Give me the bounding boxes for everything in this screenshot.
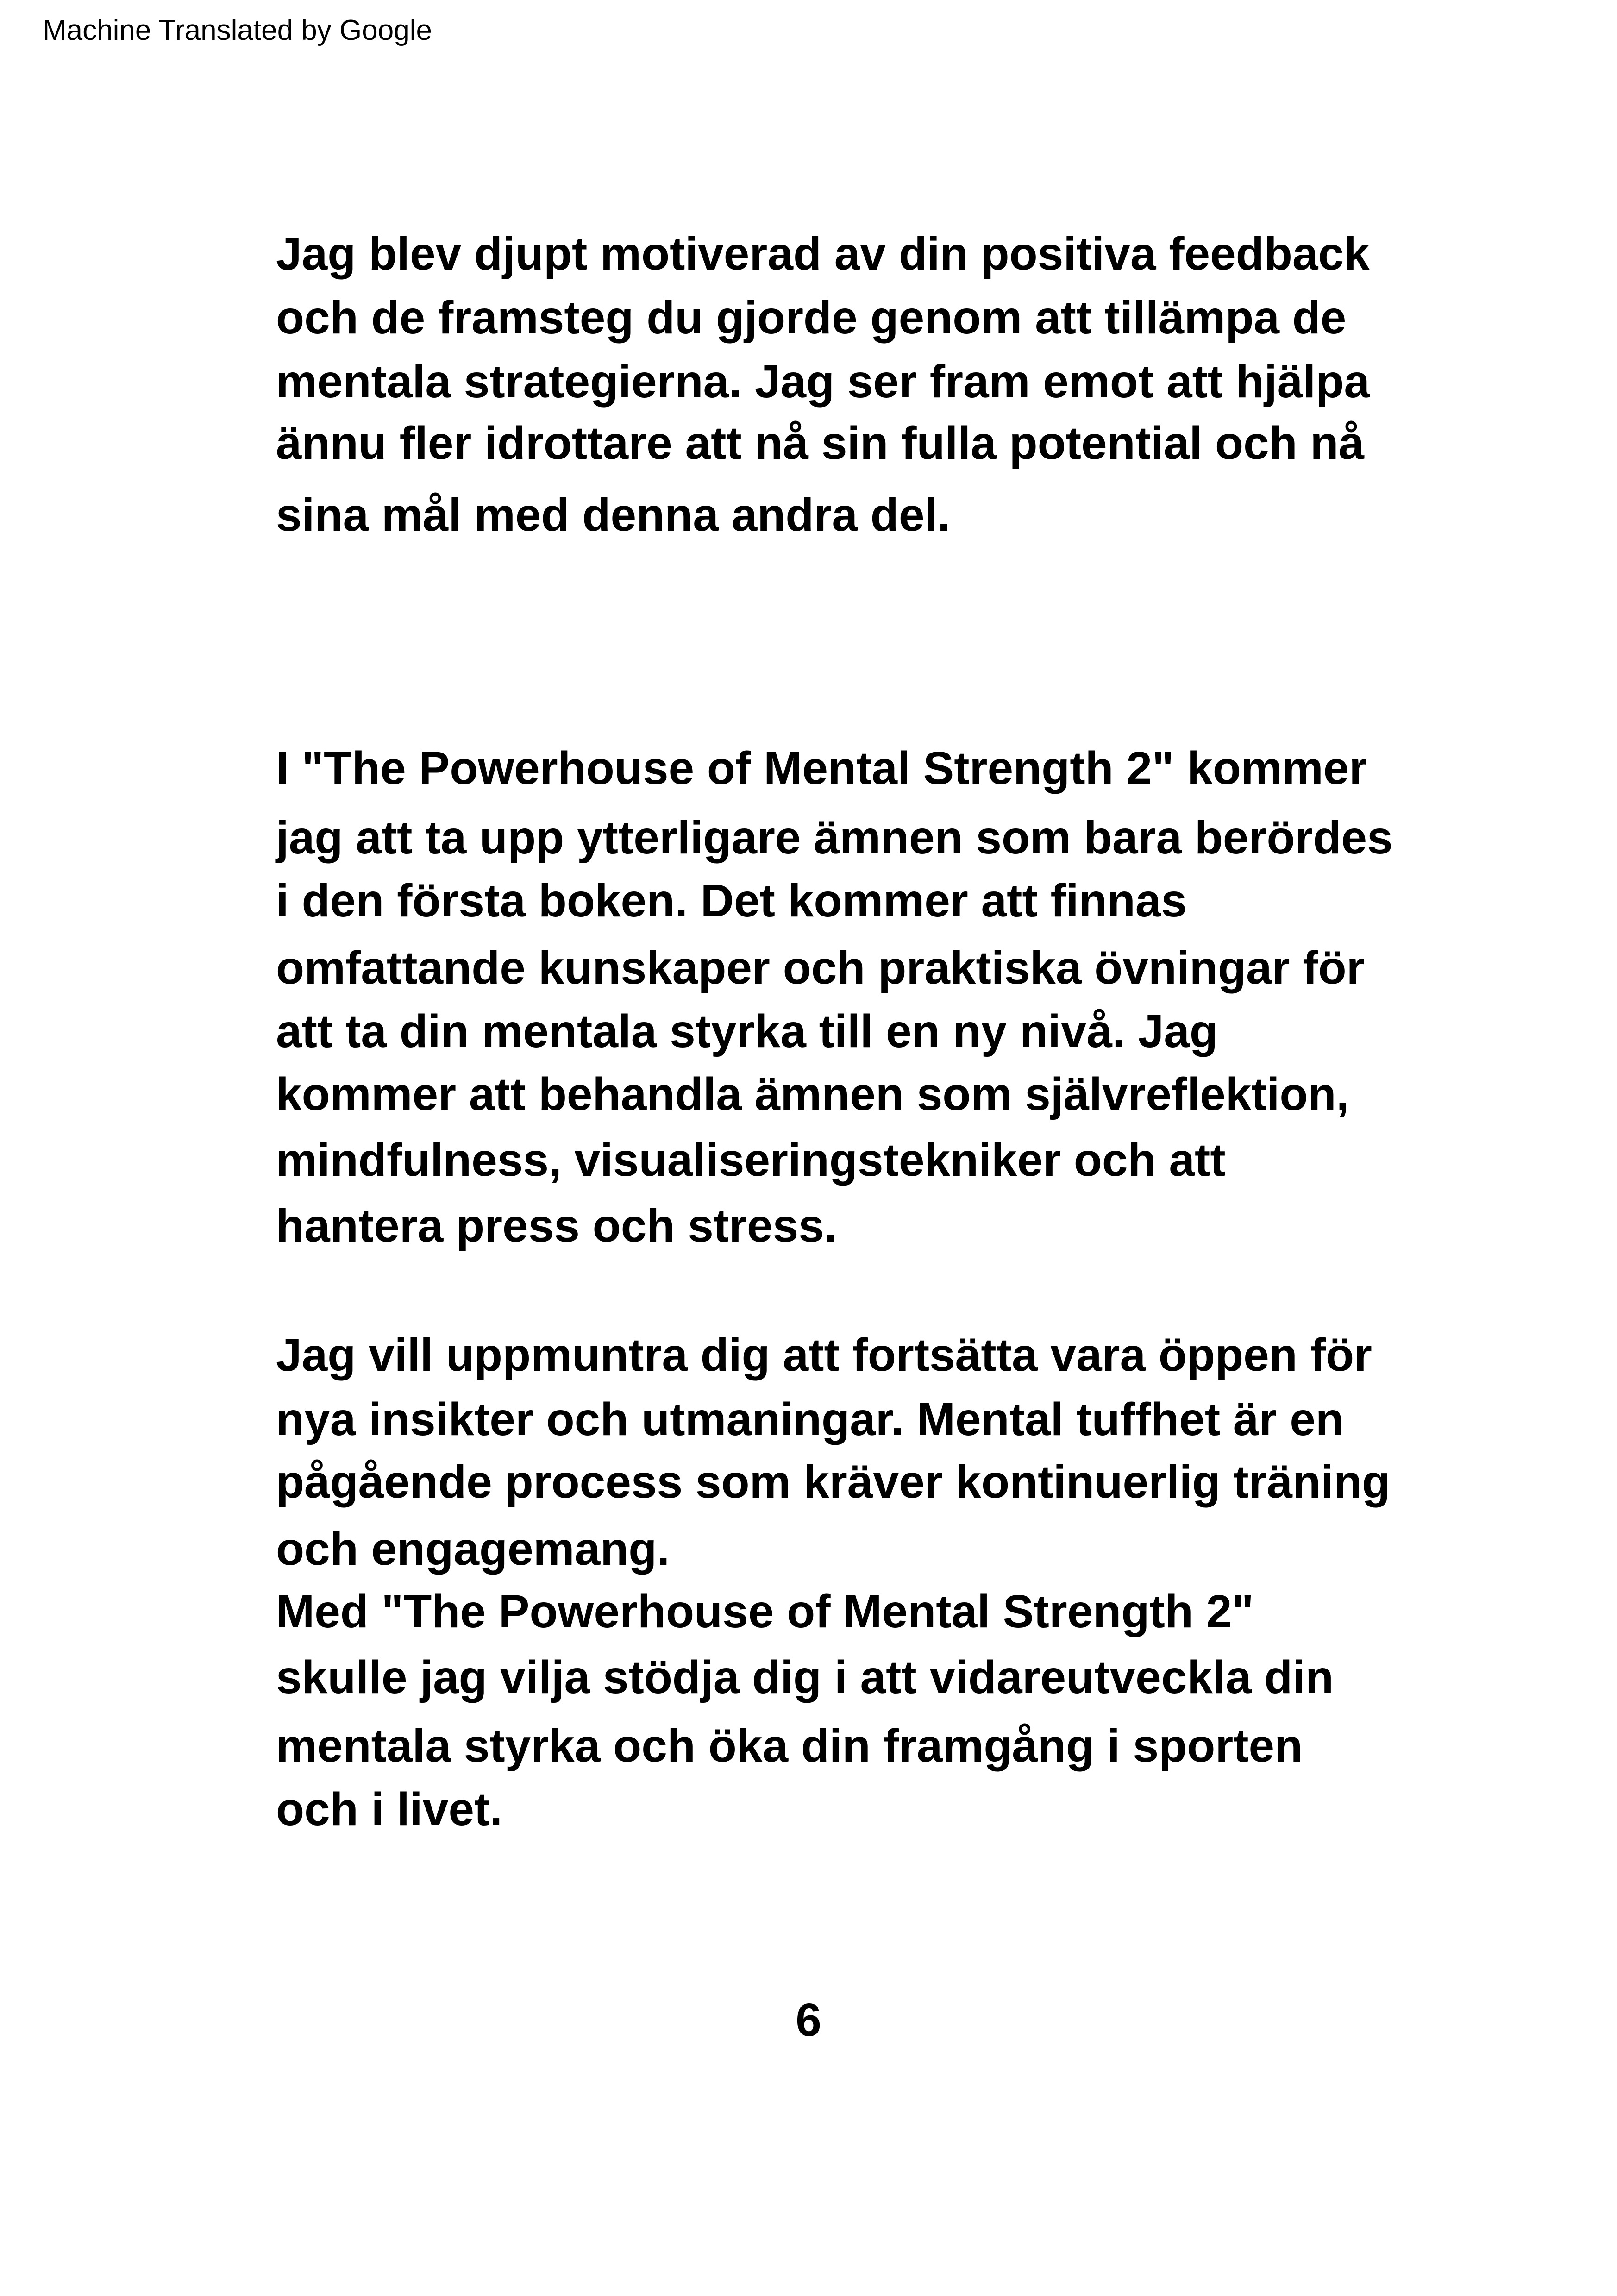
text-line: hantera press och stress. bbox=[276, 1200, 837, 1252]
text-line: i den första boken. Det kommer att finnas bbox=[276, 875, 1187, 927]
text-line: jag att ta upp ytterligare ämnen som bara berördes bbox=[276, 812, 1393, 864]
text-line: att ta din mentala styrka till en ny nivå. Jag bbox=[276, 1005, 1218, 1057]
text-line: kommer att behandla ämnen som självreflektion, bbox=[276, 1068, 1349, 1120]
text-line: omfattande kunskaper och praktiska övningar för bbox=[276, 942, 1365, 994]
text-line: nya insikter och utmaningar. Mental tuffhet är en bbox=[276, 1393, 1344, 1445]
text-line: och i livet. bbox=[276, 1783, 503, 1835]
text-line: mentala styrka och öka din framgång i sporten bbox=[276, 1720, 1303, 1772]
text-line: ännu fler idrottare att nå sin fulla potential och nå bbox=[276, 417, 1365, 469]
text-line: och de framsteg du gjorde genom att tillämpa de bbox=[276, 292, 1347, 344]
text-line: I "The Powerhouse of Mental Strength 2" kommer bbox=[276, 742, 1367, 794]
text-line: sina mål med denna andra del. bbox=[276, 489, 951, 541]
text-line: mentala strategierna. Jag ser fram emot att hjälpa bbox=[276, 356, 1370, 408]
text-line: Jag vill uppmuntra dig att fortsätta vara öppen för bbox=[276, 1329, 1372, 1381]
text-line: Med "The Powerhouse of Mental Strength 2" bbox=[276, 1586, 1254, 1637]
text-line: pågående process som kräver kontinuerlig träning bbox=[276, 1456, 1391, 1508]
page-number: 6 bbox=[796, 1994, 821, 2046]
text-line: Jag blev djupt motiverad av din positiva feedback bbox=[276, 228, 1370, 280]
text-line: och engagemang. bbox=[276, 1523, 670, 1575]
text-line: skulle jag vilja stödja dig i att vidareutveckla din bbox=[276, 1651, 1334, 1703]
text-line: mindfulness, visualiseringstekniker och att bbox=[276, 1134, 1226, 1186]
machine-translation-banner: Machine Translated by Google bbox=[43, 14, 432, 46]
